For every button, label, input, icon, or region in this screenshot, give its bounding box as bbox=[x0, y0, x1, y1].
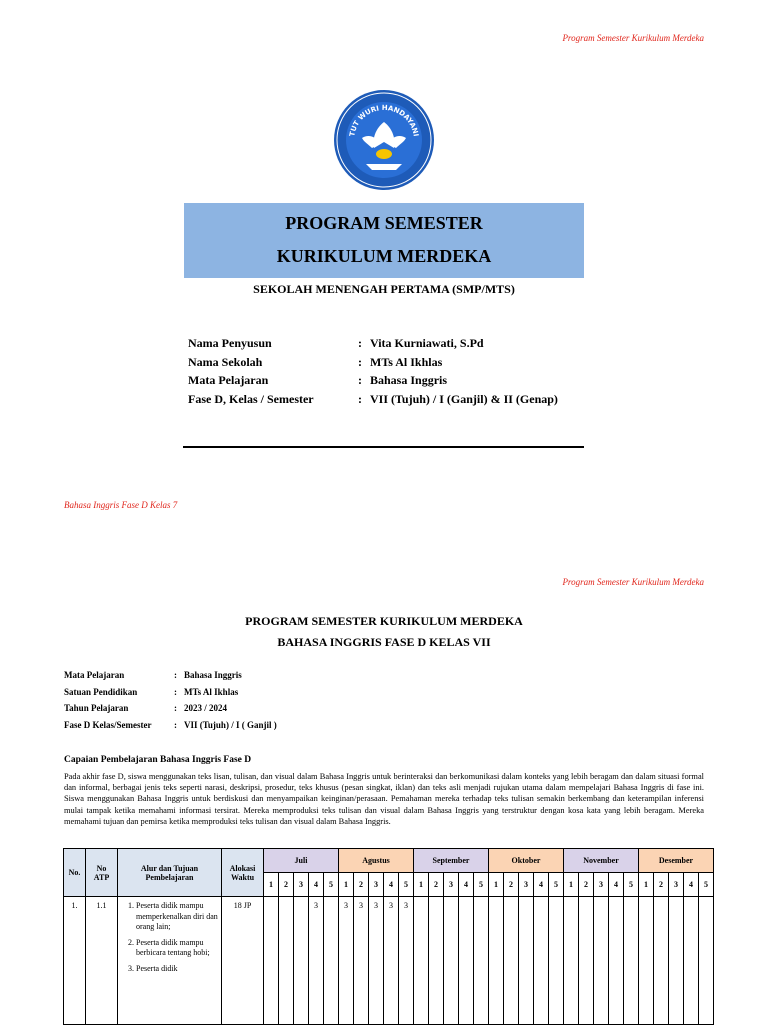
week-header-cell: 5 bbox=[624, 873, 639, 897]
month-header-row bbox=[64, 849, 714, 873]
week-header-cell: 1 bbox=[564, 873, 579, 897]
objective-item: 1. Peserta didik mampu memperkenalkan diri dan orang lain; bbox=[136, 901, 219, 933]
week-header-cell: 1 bbox=[414, 873, 429, 897]
week-value-cell bbox=[444, 897, 459, 1025]
info-label: Nama Penyusun bbox=[188, 336, 272, 350]
info-value: Vita Kurniawati, S.Pd bbox=[370, 336, 484, 350]
week-value-cell bbox=[639, 897, 654, 1025]
divider bbox=[183, 446, 584, 448]
info-row: Nama Penyusun : Vita Kurniawati, S.Pd bbox=[188, 336, 484, 350]
week-value-cell bbox=[474, 897, 489, 1025]
week-header-cell: 1 bbox=[339, 873, 354, 897]
week-value-cell: 3 bbox=[354, 897, 369, 1025]
week-header-cell: 1 bbox=[639, 873, 654, 897]
week-header-cell: 1 bbox=[489, 873, 504, 897]
meta-label: Mata Pelajaran bbox=[64, 670, 125, 680]
objective-item: 3. Peserta didik bbox=[136, 964, 219, 975]
week-value-cell bbox=[519, 897, 534, 1025]
week-value-cell bbox=[609, 897, 624, 1025]
objective-item: 2. Peserta didik mampu berbicara tentang hobi; bbox=[136, 938, 219, 959]
week-value-cell bbox=[429, 897, 444, 1025]
row-alokasi: 18 JP bbox=[222, 897, 264, 1025]
week-value-cell bbox=[699, 897, 714, 1025]
week-header-cell: 4 bbox=[384, 873, 399, 897]
info-row: Fase D, Kelas / Semester : VII (Tujuh) / I (Ganjil) & II (Genap) bbox=[188, 391, 558, 406]
info-value: MTs Al Ikhlas bbox=[370, 354, 443, 369]
meta-label: Satuan Pendidikan bbox=[64, 686, 138, 697]
meta-label: Fase D Kelas/Semester bbox=[64, 719, 152, 730]
col-alokasi: Alokasi Waktu bbox=[222, 849, 264, 897]
week-value-cell bbox=[459, 897, 474, 1025]
week-value-cell bbox=[669, 897, 684, 1025]
week-value-cell bbox=[504, 897, 519, 1025]
week-header-cell: 3 bbox=[444, 873, 459, 897]
week-header-cell: 5 bbox=[324, 873, 339, 897]
week-value-cell bbox=[624, 897, 639, 1025]
week-header-cell: 3 bbox=[594, 873, 609, 897]
week-header-cell: 4 bbox=[609, 873, 624, 897]
week-header-cell: 2 bbox=[504, 873, 519, 897]
week-value-cell bbox=[279, 897, 294, 1025]
week-header-cell: 4 bbox=[459, 873, 474, 897]
tut-wuri-handayani-logo bbox=[332, 88, 436, 192]
page-header: Program Semester Kurikulum Merdeka bbox=[562, 33, 704, 43]
week-header-cell: 3 bbox=[669, 873, 684, 897]
row-objectives bbox=[118, 897, 222, 1025]
week-value-cell bbox=[654, 897, 669, 1025]
document-title: PROGRAM SEMESTER bbox=[285, 213, 483, 233]
school-level: SEKOLAH MENENGAH PERTAMA (SMP/MTS) bbox=[253, 282, 515, 296]
week-header-cell: 2 bbox=[279, 873, 294, 897]
week-value-cell: 3 bbox=[309, 897, 324, 1025]
week-header-cell: 5 bbox=[399, 873, 414, 897]
page-footer: Bahasa Inggris Fase D Kelas 7 bbox=[64, 500, 178, 510]
document-title: PROGRAM SEMESTER KURIKULUM MERDEKA bbox=[245, 614, 523, 628]
month-agustus: Agustus bbox=[339, 849, 414, 873]
week-value-cell: 3 bbox=[384, 897, 399, 1025]
info-value: VII (Tujuh) / I (Ganjil) & II (Genap) bbox=[370, 391, 558, 406]
week-header-cell: 2 bbox=[429, 873, 444, 897]
info-label: Fase D, Kelas / Semester bbox=[188, 391, 314, 406]
meta-row: Satuan Pendidikan : MTs Al Ikhlas bbox=[64, 686, 239, 697]
meta-block bbox=[64, 670, 277, 736]
week-header-cell: 4 bbox=[534, 873, 549, 897]
logo-text: TUT WURI HANDAYANI bbox=[348, 103, 420, 138]
week-header-cell: 3 bbox=[519, 873, 534, 897]
week-value-cell: 3 bbox=[399, 897, 414, 1025]
month-oktober: Oktober bbox=[489, 849, 564, 873]
document-subtitle: KURIKULUM MERDEKA bbox=[276, 246, 492, 266]
meta-row: Fase D Kelas/Semester : VII (Tujuh) / I ( Ganjil ) bbox=[64, 719, 277, 730]
col-atp: No ATP bbox=[86, 849, 118, 897]
info-block bbox=[188, 336, 558, 410]
week-value-cell bbox=[489, 897, 504, 1025]
col-no: No. bbox=[64, 849, 86, 897]
week-header-cell: 4 bbox=[309, 873, 324, 897]
title-box bbox=[184, 203, 584, 278]
week-value-cell bbox=[264, 897, 279, 1025]
meta-row: Tahun Pelajaran : 2023 / 2024 bbox=[64, 703, 228, 713]
week-value-cell bbox=[534, 897, 549, 1025]
info-label: Nama Sekolah bbox=[188, 354, 263, 369]
meta-value: 2023 / 2024 bbox=[184, 703, 228, 713]
week-header-cell: 2 bbox=[354, 873, 369, 897]
month-juli: Juli bbox=[264, 849, 339, 873]
week-value-cell bbox=[579, 897, 594, 1025]
week-header-cell: 5 bbox=[549, 873, 564, 897]
week-header-cell: 3 bbox=[369, 873, 384, 897]
row-atp: 1.1 bbox=[86, 897, 118, 1025]
cp-heading: Capaian Pembelajaran Bahasa Inggris Fase D bbox=[64, 755, 252, 765]
page-header: Program Semester Kurikulum Merdeka bbox=[562, 577, 704, 587]
week-value-cell bbox=[324, 897, 339, 1025]
week-value-cell bbox=[549, 897, 564, 1025]
cp-paragraph: Pada akhir fase D, siswa menggunakan teks lisan, tulisan, dan visual dalam Bahasa Inggris untuk berinteraksi dan berkomunikasi dalam konteks yang lebih beragam dan dalam situasi formal dan informal, berbagai jenis teks seperti narasi, deskripsi, prosedur, teks khusus (pesan singkat, iklan) dan teks asli menjadi rujukan utama dalam mempelajari Bahasa Inggris di fase ini. Siswa menggunakan Bahasa Inggris untuk berdiskusi dan menyampaikan keinginan/perasaan. Pemahaman mereka terhadap teks tulisan semakin berkembang dan keterampilan inferensi mulai tampak ketika memahami informasi tersirat. Mereka memproduksi teks tulisan dan visual dalam Bahasa Inggris yang terstruktur dengan kosa kata yang lebih beragam. Mereka memahami tujuan dan pemirsa ketika memproduksi teks tulisan dan visual dalam Bahasa Inggris. bbox=[64, 772, 704, 826]
info-row: Nama Sekolah : MTs Al Ikhlas bbox=[188, 354, 443, 369]
schedule-table bbox=[63, 848, 714, 1025]
meta-label: Tahun Pelajaran bbox=[64, 703, 129, 713]
week-value-cell bbox=[414, 897, 429, 1025]
week-header-cell: 5 bbox=[699, 873, 714, 897]
info-row: Mata Pelajaran : Bahasa Inggris bbox=[188, 373, 448, 387]
row-no: 1. bbox=[64, 897, 86, 1025]
table-row bbox=[64, 897, 714, 1025]
week-value-cell bbox=[294, 897, 309, 1025]
week-header-cell: 4 bbox=[684, 873, 699, 897]
week-header-cell: 5 bbox=[474, 873, 489, 897]
week-header-cell: 2 bbox=[654, 873, 669, 897]
meta-value: VII (Tujuh) / I ( Ganjil ) bbox=[184, 719, 277, 730]
week-header-cell: 3 bbox=[294, 873, 309, 897]
month-desember: Desember bbox=[639, 849, 714, 873]
info-label: Mata Pelajaran bbox=[188, 373, 269, 387]
col-alur: Alur dan Tujuan Pembelajaran bbox=[118, 849, 222, 897]
document-subtitle: BAHASA INGGRIS FASE D KELAS VII bbox=[277, 635, 491, 649]
month-september: September bbox=[414, 849, 489, 873]
week-value-cell: 3 bbox=[369, 897, 384, 1025]
month-november: November bbox=[564, 849, 639, 873]
meta-value: MTs Al Ikhlas bbox=[184, 686, 239, 697]
week-value-cell bbox=[684, 897, 699, 1025]
info-value: Bahasa Inggris bbox=[370, 373, 448, 387]
week-header-cell: 1 bbox=[264, 873, 279, 897]
week-value-cell: 3 bbox=[339, 897, 354, 1025]
meta-value: Bahasa Inggris bbox=[184, 670, 242, 680]
week-value-cell bbox=[594, 897, 609, 1025]
week-header-cell: 2 bbox=[579, 873, 594, 897]
week-value-cell bbox=[564, 897, 579, 1025]
meta-row: Mata Pelajaran : Bahasa Inggris bbox=[64, 670, 242, 680]
